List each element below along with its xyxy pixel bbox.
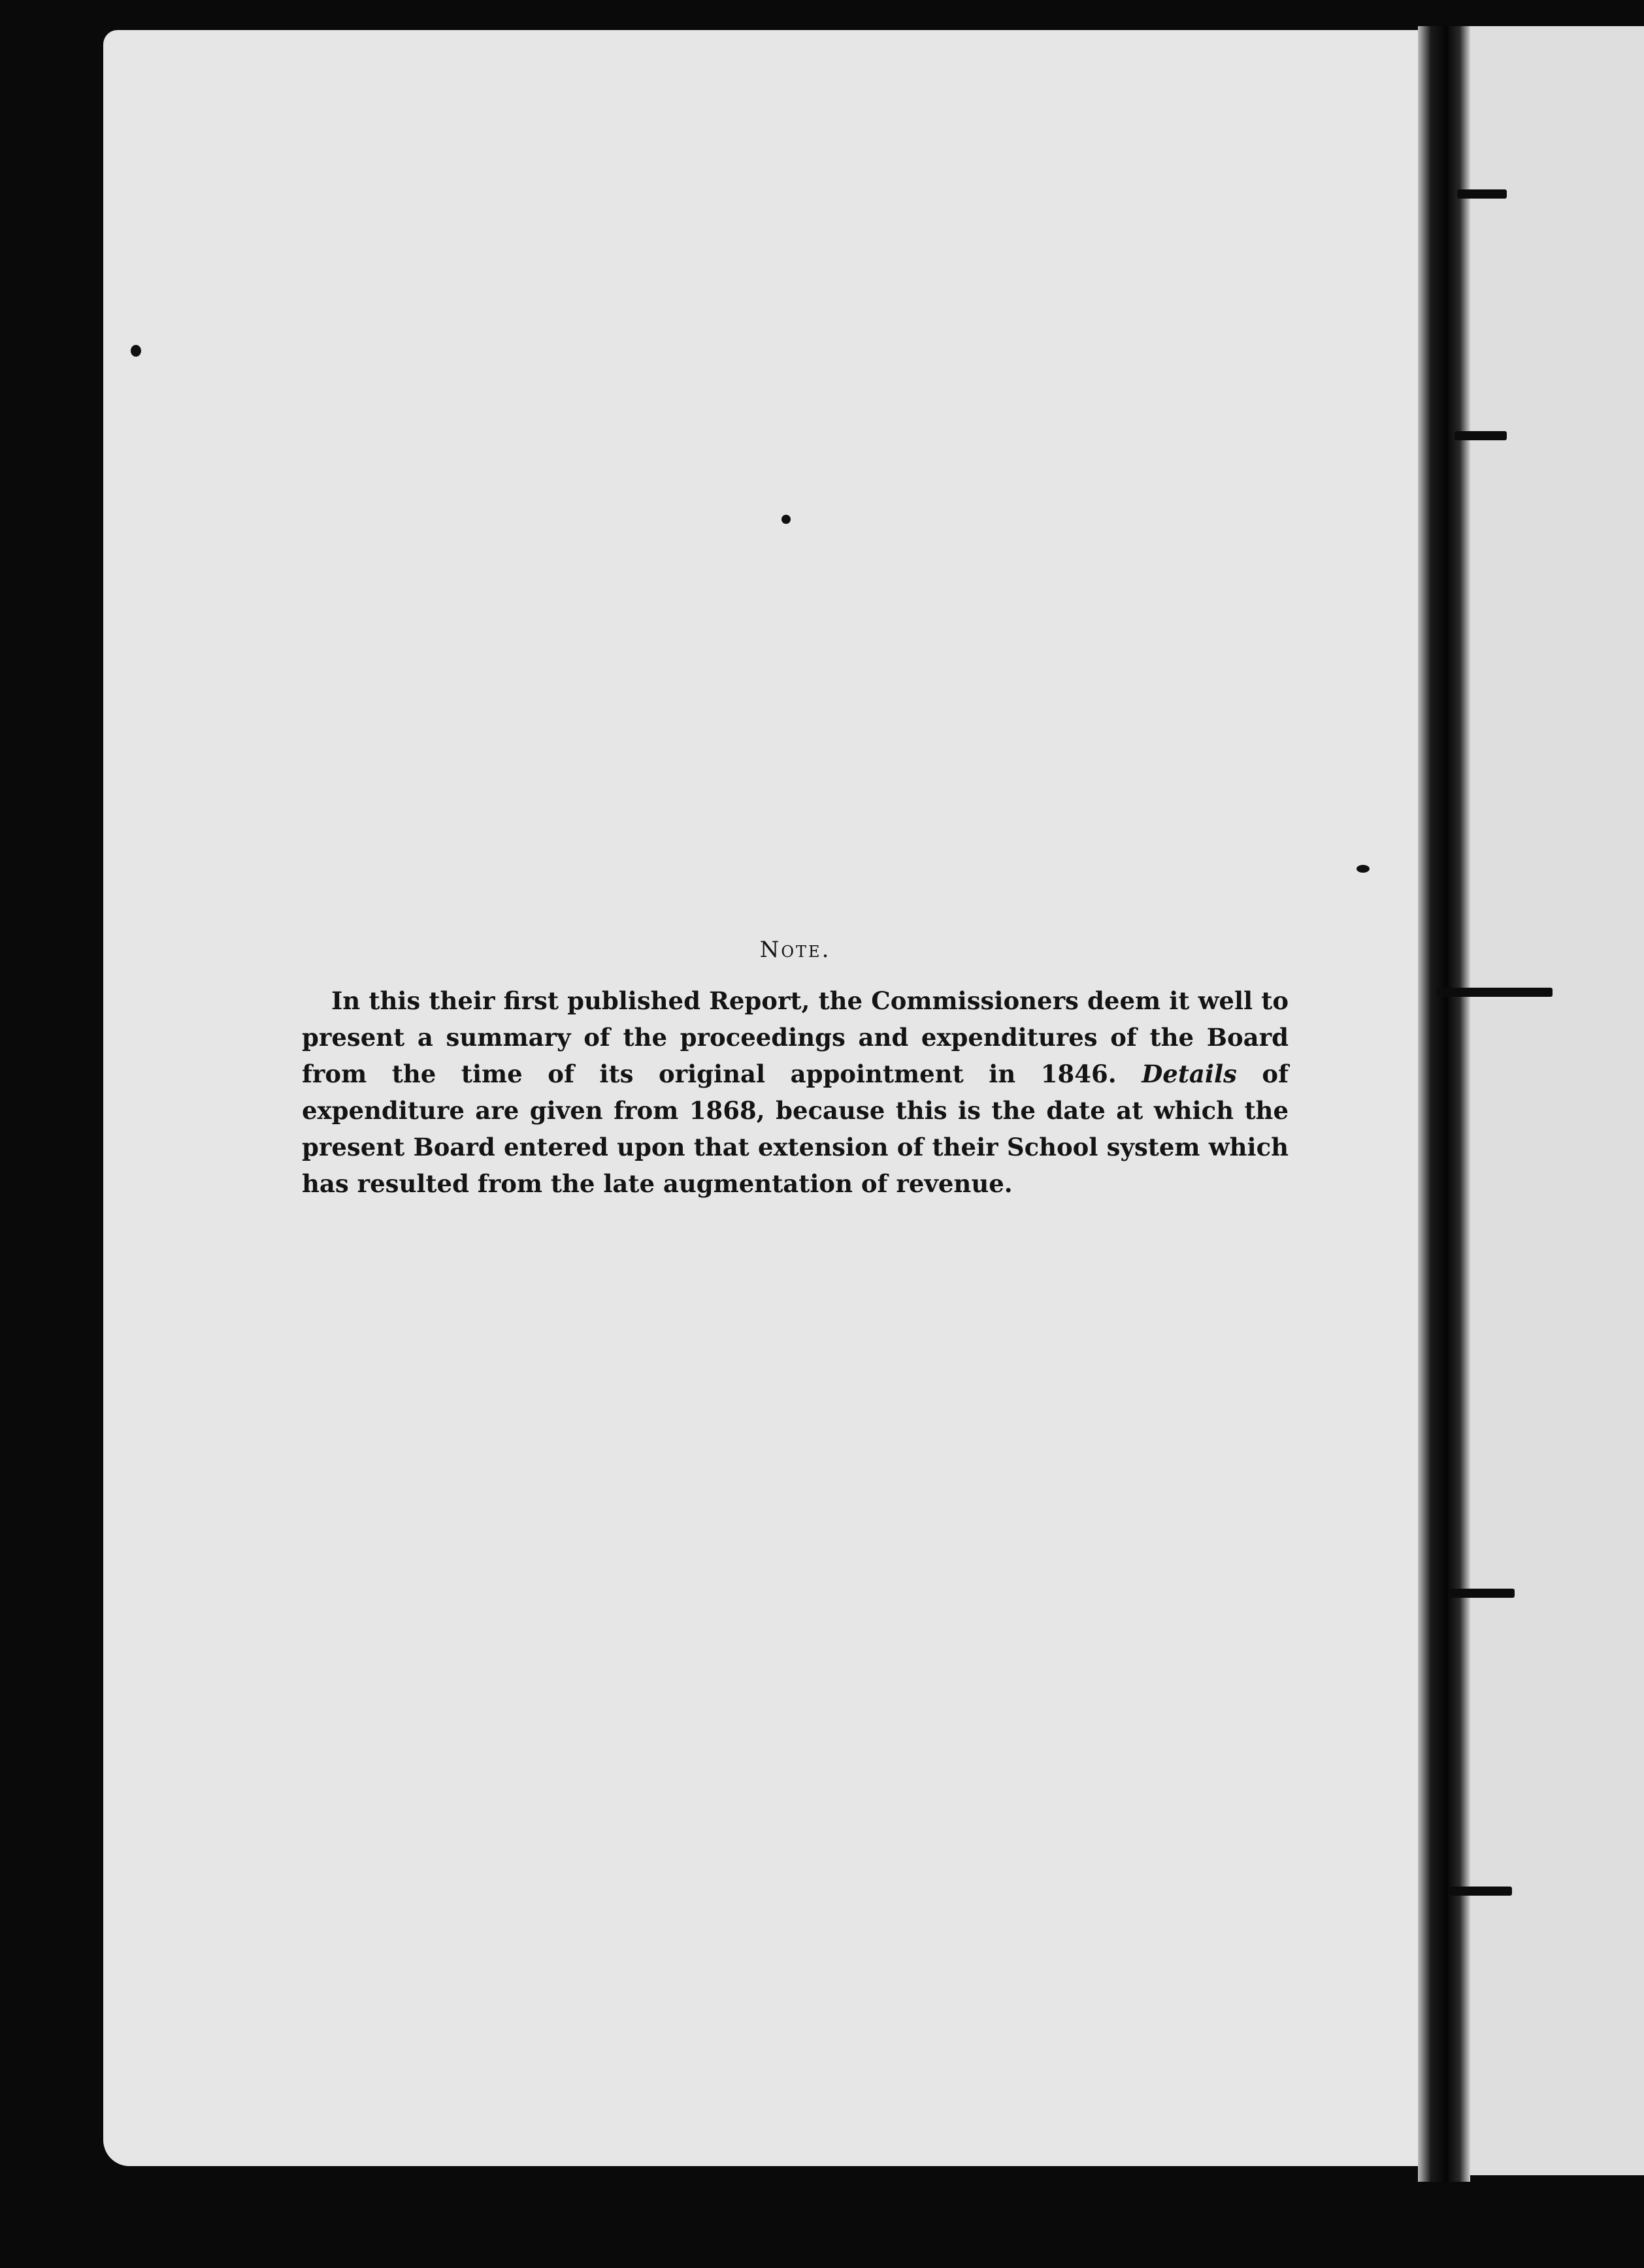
ink-speck [1356, 865, 1370, 873]
note-section [302, 937, 1289, 1202]
note-italic-word: Details [1142, 1060, 1237, 1088]
binding-stitch [1457, 189, 1507, 199]
note-text-before-italic: In this their first published Report, the Commissioners deem it well to present a summary of the proceedings and expenditures of the Board from the time of its original appointment in 1846. [302, 986, 1289, 1088]
ink-speck [131, 345, 141, 357]
note-paragraph [302, 982, 1289, 1202]
binding-stitch [1449, 1589, 1515, 1598]
book-spine [1418, 26, 1470, 2182]
binding-stitch [1438, 988, 1553, 997]
note-heading: Note. [759, 937, 831, 963]
note-text-after-italic: of expenditure are given from 1868, because this is the date at which the present Board entered upon that extension of their School system which has resulted from the late augmentation of revenue. [302, 1060, 1289, 1198]
binding-stitch [1455, 431, 1507, 440]
ink-speck [781, 515, 791, 524]
adjacent-page-edge [1464, 26, 1644, 2175]
binding-stitch [1449, 1887, 1512, 1896]
